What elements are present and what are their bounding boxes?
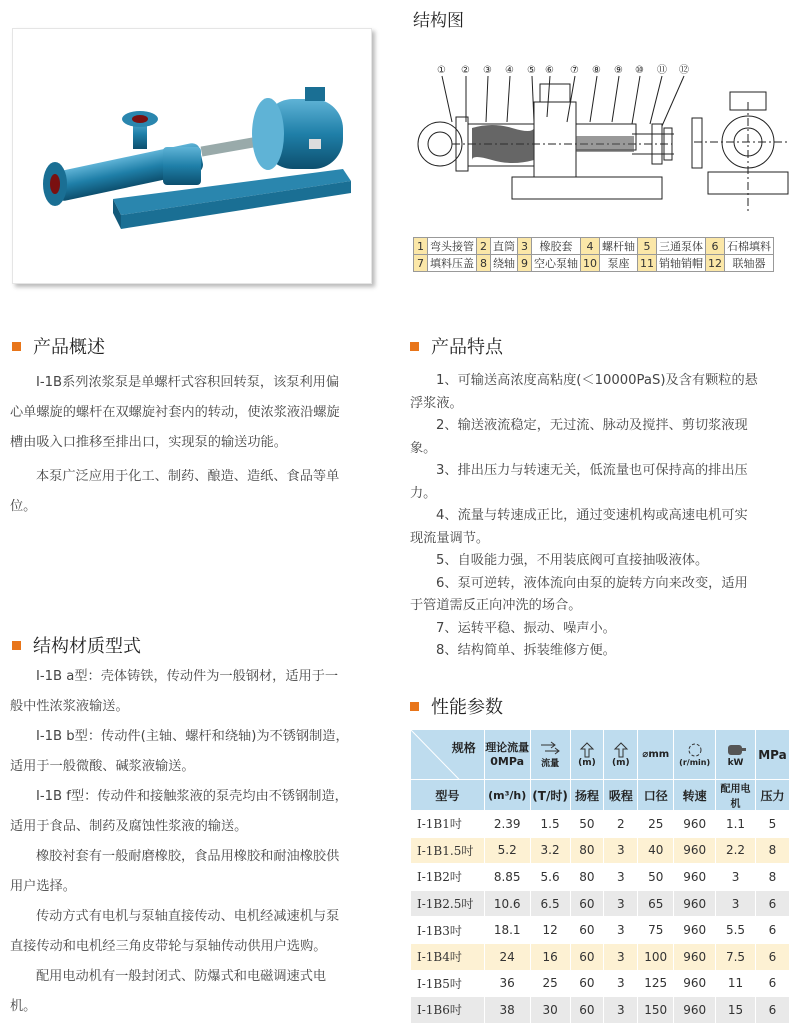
part-number: 8 (477, 255, 491, 272)
part-number: 1 (414, 238, 428, 255)
col-suction: 吸程 (604, 780, 638, 811)
cell-head: 60 (570, 890, 604, 917)
product-photo (12, 28, 372, 284)
table-row (411, 811, 790, 838)
pressure-icon-header: MPa (755, 730, 789, 780)
part-name: 绕轴 (491, 255, 518, 272)
material-heading (12, 632, 141, 658)
feature-item: 7、运转平稳、振动、噪声小。 (436, 620, 616, 636)
cell-t: 12 (530, 917, 570, 944)
flow-icon-label: 流量 (541, 759, 560, 769)
callout-2: ② (461, 65, 470, 76)
cell-flow: 2.39 (484, 811, 530, 838)
parts-legend-row (414, 255, 774, 272)
cell-head: 80 (570, 837, 604, 864)
material-paragraph: I-1B b型：传动件(主轴、螺杆和绕轴)为不锈钢制造，适用于一般微酸、碱浆液输送。 (10, 729, 349, 774)
cell-pressure: 8 (755, 837, 789, 864)
motor-icon (725, 742, 747, 758)
motor-icon-label: kW (727, 757, 744, 768)
flow-icon (539, 740, 561, 756)
part-name: 石棉填料 (725, 238, 774, 255)
diagram-title: 结构图 (413, 11, 464, 31)
cell-model: I-1B2吋 (411, 864, 485, 891)
cell-motor: 7.5 (716, 943, 756, 970)
cell-t: 5.6 (530, 864, 570, 891)
cell-flow: 24 (484, 943, 530, 970)
model-header: 型号 (411, 780, 485, 811)
callout-12: ⑫ (679, 65, 689, 76)
callout-11: ⑪ (657, 65, 667, 76)
cell-head: 80 (570, 864, 604, 891)
table-row (411, 997, 790, 1024)
cell-pressure: 6 (755, 997, 789, 1024)
cell-pressure: 6 (755, 970, 789, 997)
overview-heading-text: 产品概述 (33, 337, 105, 358)
feature-item: 2、输送液流稳定，无过流、脉动及搅拌、剪切浆液现象。 (410, 418, 748, 456)
callout-5: ⑤ (527, 65, 536, 76)
cell-dia: 125 (638, 970, 674, 997)
cell-speed: 960 (674, 890, 716, 917)
cell-motor: 3 (716, 890, 756, 917)
cell-dia: 75 (638, 917, 674, 944)
flow-title: 理论流量 (485, 740, 530, 754)
table-row (411, 917, 790, 944)
part-number: 11 (638, 255, 657, 272)
part-name: 三通泵体 (657, 238, 706, 255)
part-number: 7 (414, 255, 428, 272)
part-name: 填料压盖 (428, 255, 477, 272)
cell-head: 60 (570, 997, 604, 1024)
part-number: 12 (706, 255, 725, 272)
features-list (410, 370, 760, 663)
cell-pressure: 6 (755, 943, 789, 970)
flow-unit-header: (m³/h) (484, 780, 530, 811)
cell-pressure: 6 (755, 890, 789, 917)
feature-item: 1、可输送高浓度高粘度(＜10000PaS)及含有颗粒的悬浮浆液。 (410, 373, 758, 411)
table-row (411, 837, 790, 864)
cell-motor: 2.2 (716, 837, 756, 864)
cell-speed: 960 (674, 917, 716, 944)
diameter-icon-header (638, 730, 674, 780)
structure-diagram (412, 62, 790, 232)
diameter-icon-label: mm (648, 749, 670, 760)
cell-speed: 960 (674, 997, 716, 1024)
cell-speed: 960 (674, 864, 716, 891)
cell-pressure: 5 (755, 811, 789, 838)
overview-body (10, 368, 350, 522)
cell-t: 30 (530, 997, 570, 1024)
material-heading-text: 结构材质型式 (33, 636, 141, 657)
cell-t: 3.2 (530, 837, 570, 864)
feature-item: 8、结构简单、拆装维修方便。 (436, 643, 616, 658)
cell-model: I-1B1.5吋 (411, 837, 485, 864)
suction-arrow-icon (610, 742, 632, 758)
part-name: 直筒 (491, 238, 518, 255)
callout-1: ① (437, 65, 446, 76)
part-number: 3 (518, 238, 532, 255)
callout-3: ③ (483, 65, 492, 76)
suction-icon-label: (m) (612, 757, 630, 768)
col-diameter: 口径 (638, 780, 674, 811)
cell-head: 60 (570, 917, 604, 944)
table-row (411, 943, 790, 970)
performance-heading-text: 性能参数 (431, 697, 503, 718)
cell-suction: 2 (604, 811, 638, 838)
head-icon-header (570, 730, 604, 780)
part-number: 10 (581, 255, 600, 272)
cell-speed: 960 (674, 811, 716, 838)
head-icon-label: (m) (578, 757, 596, 768)
cell-dia: 50 (638, 864, 674, 891)
callout-8: ⑧ (592, 65, 601, 76)
cell-model: I-1B4吋 (411, 943, 485, 970)
cell-pressure: 8 (755, 864, 789, 891)
col-head: 扬程 (570, 780, 604, 811)
flow-header (484, 730, 530, 780)
cell-dia: 25 (638, 811, 674, 838)
motor-icon-header (716, 730, 756, 780)
spec-label: 规格 (451, 741, 476, 755)
overview-paragraph: 本泵广泛应用于化工、制药、酿造、造纸、食品等单位。 (10, 469, 340, 514)
part-number: 6 (706, 238, 725, 255)
cell-suction: 3 (604, 970, 638, 997)
features-heading-text: 产品特点 (431, 337, 503, 358)
material-paragraph: 传动方式有电机与泵轴直接传动、电机经减速机与泵直接传动和电机经三角皮带轮与泵轴传动供用户选购。 (10, 909, 340, 954)
part-number: 5 (638, 238, 657, 255)
part-name: 空心泵轴 (532, 255, 581, 272)
cell-speed: 960 (674, 943, 716, 970)
table-row (411, 864, 790, 891)
cell-suction: 3 (604, 864, 638, 891)
heading-marker (410, 702, 419, 711)
speed-icon-label: (r/min) (679, 758, 711, 767)
heading-marker (410, 342, 419, 351)
part-name: 销轴销帽 (657, 255, 706, 272)
col-speed: 转速 (674, 780, 716, 811)
cell-dia: 150 (638, 997, 674, 1024)
cell-flow: 8.85 (484, 864, 530, 891)
part-number: 9 (518, 255, 532, 272)
part-name: 弯头接管 (428, 238, 477, 255)
heading-marker (12, 641, 21, 650)
cell-head: 60 (570, 943, 604, 970)
suction-icon-header (604, 730, 638, 780)
material-paragraph: 配用电动机有一般封闭式、防爆式和电磁调速式电机。 (10, 969, 327, 1014)
performance-table (410, 729, 790, 1024)
cell-suction: 3 (604, 943, 638, 970)
overview-heading (12, 333, 105, 359)
cell-suction: 3 (604, 837, 638, 864)
cell-dia: 65 (638, 890, 674, 917)
cell-motor: 11 (716, 970, 756, 997)
col-motor: 配用电机 (716, 780, 756, 811)
callout-6: ⑥ (545, 65, 554, 76)
performance-heading (410, 693, 503, 719)
cell-t: 1.5 (530, 811, 570, 838)
cell-suction: 3 (604, 997, 638, 1024)
cell-model: I-1B6吋 (411, 997, 485, 1024)
part-number: 4 (581, 238, 600, 255)
cell-head: 50 (570, 811, 604, 838)
cell-motor: 3 (716, 864, 756, 891)
feature-item: 6、泵可逆转，液体流向由泵的旋转方向来改变，适用于管道需反正向冲洗的场合。 (410, 575, 748, 613)
cell-speed: 960 (674, 970, 716, 997)
table-row (411, 970, 790, 997)
pump-illustration (13, 29, 373, 285)
pump-section-drawing (412, 62, 790, 232)
callout-7: ⑦ (570, 65, 579, 76)
cell-flow: 38 (484, 997, 530, 1024)
cell-suction: 3 (604, 890, 638, 917)
cell-dia: 100 (638, 943, 674, 970)
callout-10: ⑩ (635, 65, 644, 76)
material-paragraph: I-1B a型：壳体铸铁，传动件为一般钢材，适用于一般中性浓浆液输送。 (10, 669, 339, 714)
cell-speed: 960 (674, 837, 716, 864)
feature-item: 4、流量与转速成正比，通过变速机构或高速电机可实现流量调节。 (410, 508, 748, 546)
material-body (10, 662, 350, 1022)
heading-marker (12, 342, 21, 351)
corner-header (411, 730, 485, 780)
cell-model: I-1B1吋 (411, 811, 485, 838)
rotation-icon (684, 742, 706, 758)
cell-motor: 15 (716, 997, 756, 1024)
cell-model: I-1B5吋 (411, 970, 485, 997)
part-name: 泵座 (600, 255, 638, 272)
part-name: 橡胶套 (532, 238, 581, 255)
speed-icon-header (674, 730, 716, 780)
callout-4: ④ (505, 65, 514, 76)
cell-motor: 1.1 (716, 811, 756, 838)
table-row (411, 890, 790, 917)
cell-flow: 10.6 (484, 890, 530, 917)
cell-suction: 3 (604, 917, 638, 944)
feature-item: 5、自吸能力强，不用装底阀可直接抽吸液体。 (436, 553, 709, 568)
diameter-icon: ⌀ (642, 749, 649, 760)
col-flow-t: (T/时) (530, 780, 570, 811)
cell-t: 6.5 (530, 890, 570, 917)
feature-item: 3、排出压力与转速无关，低流量也可保持高的排出压力。 (410, 463, 748, 501)
parts-legend-table (413, 237, 774, 272)
features-heading (410, 333, 503, 359)
cell-motor: 5.5 (716, 917, 756, 944)
cell-model: I-1B2.5吋 (411, 890, 485, 917)
parts-legend-row (414, 238, 774, 255)
up-arrow-icon (576, 742, 598, 758)
cell-dia: 40 (638, 837, 674, 864)
part-name: 联轴器 (725, 255, 774, 272)
cell-t: 25 (530, 970, 570, 997)
flow-icon-header (530, 730, 570, 780)
cell-flow: 18.1 (484, 917, 530, 944)
cell-head: 60 (570, 970, 604, 997)
col-pressure: 压力 (755, 780, 789, 811)
part-number: 2 (477, 238, 491, 255)
cell-pressure: 6 (755, 917, 789, 944)
cell-flow: 5.2 (484, 837, 530, 864)
overview-paragraph: I-1B系列浓浆泵是单螺杆式容积回转泵，该泵利用偏心单螺旋的螺杆在双螺旋衬套内的转动，使浓浆液沿螺旋槽由吸入口推移至排出口，实现泵的输送功能。 (10, 375, 340, 450)
corner-diagonal (411, 730, 485, 780)
material-paragraph: I-1B f型：传动件和接触浆液的泵壳均由不锈钢制造，适用于食品、制药及腐蚀性浆液的输送。 (10, 789, 348, 834)
material-paragraph: 橡胶衬套有一般耐磨橡胶，食品用橡胶和耐油橡胶供用户选择。 (10, 849, 340, 894)
cell-model: I-1B3吋 (411, 917, 485, 944)
callout-9: ⑨ (614, 65, 623, 76)
flow-condition: 0MPa (490, 754, 525, 768)
cell-flow: 36 (484, 970, 530, 997)
cell-t: 16 (530, 943, 570, 970)
part-name: 螺杆轴 (600, 238, 638, 255)
